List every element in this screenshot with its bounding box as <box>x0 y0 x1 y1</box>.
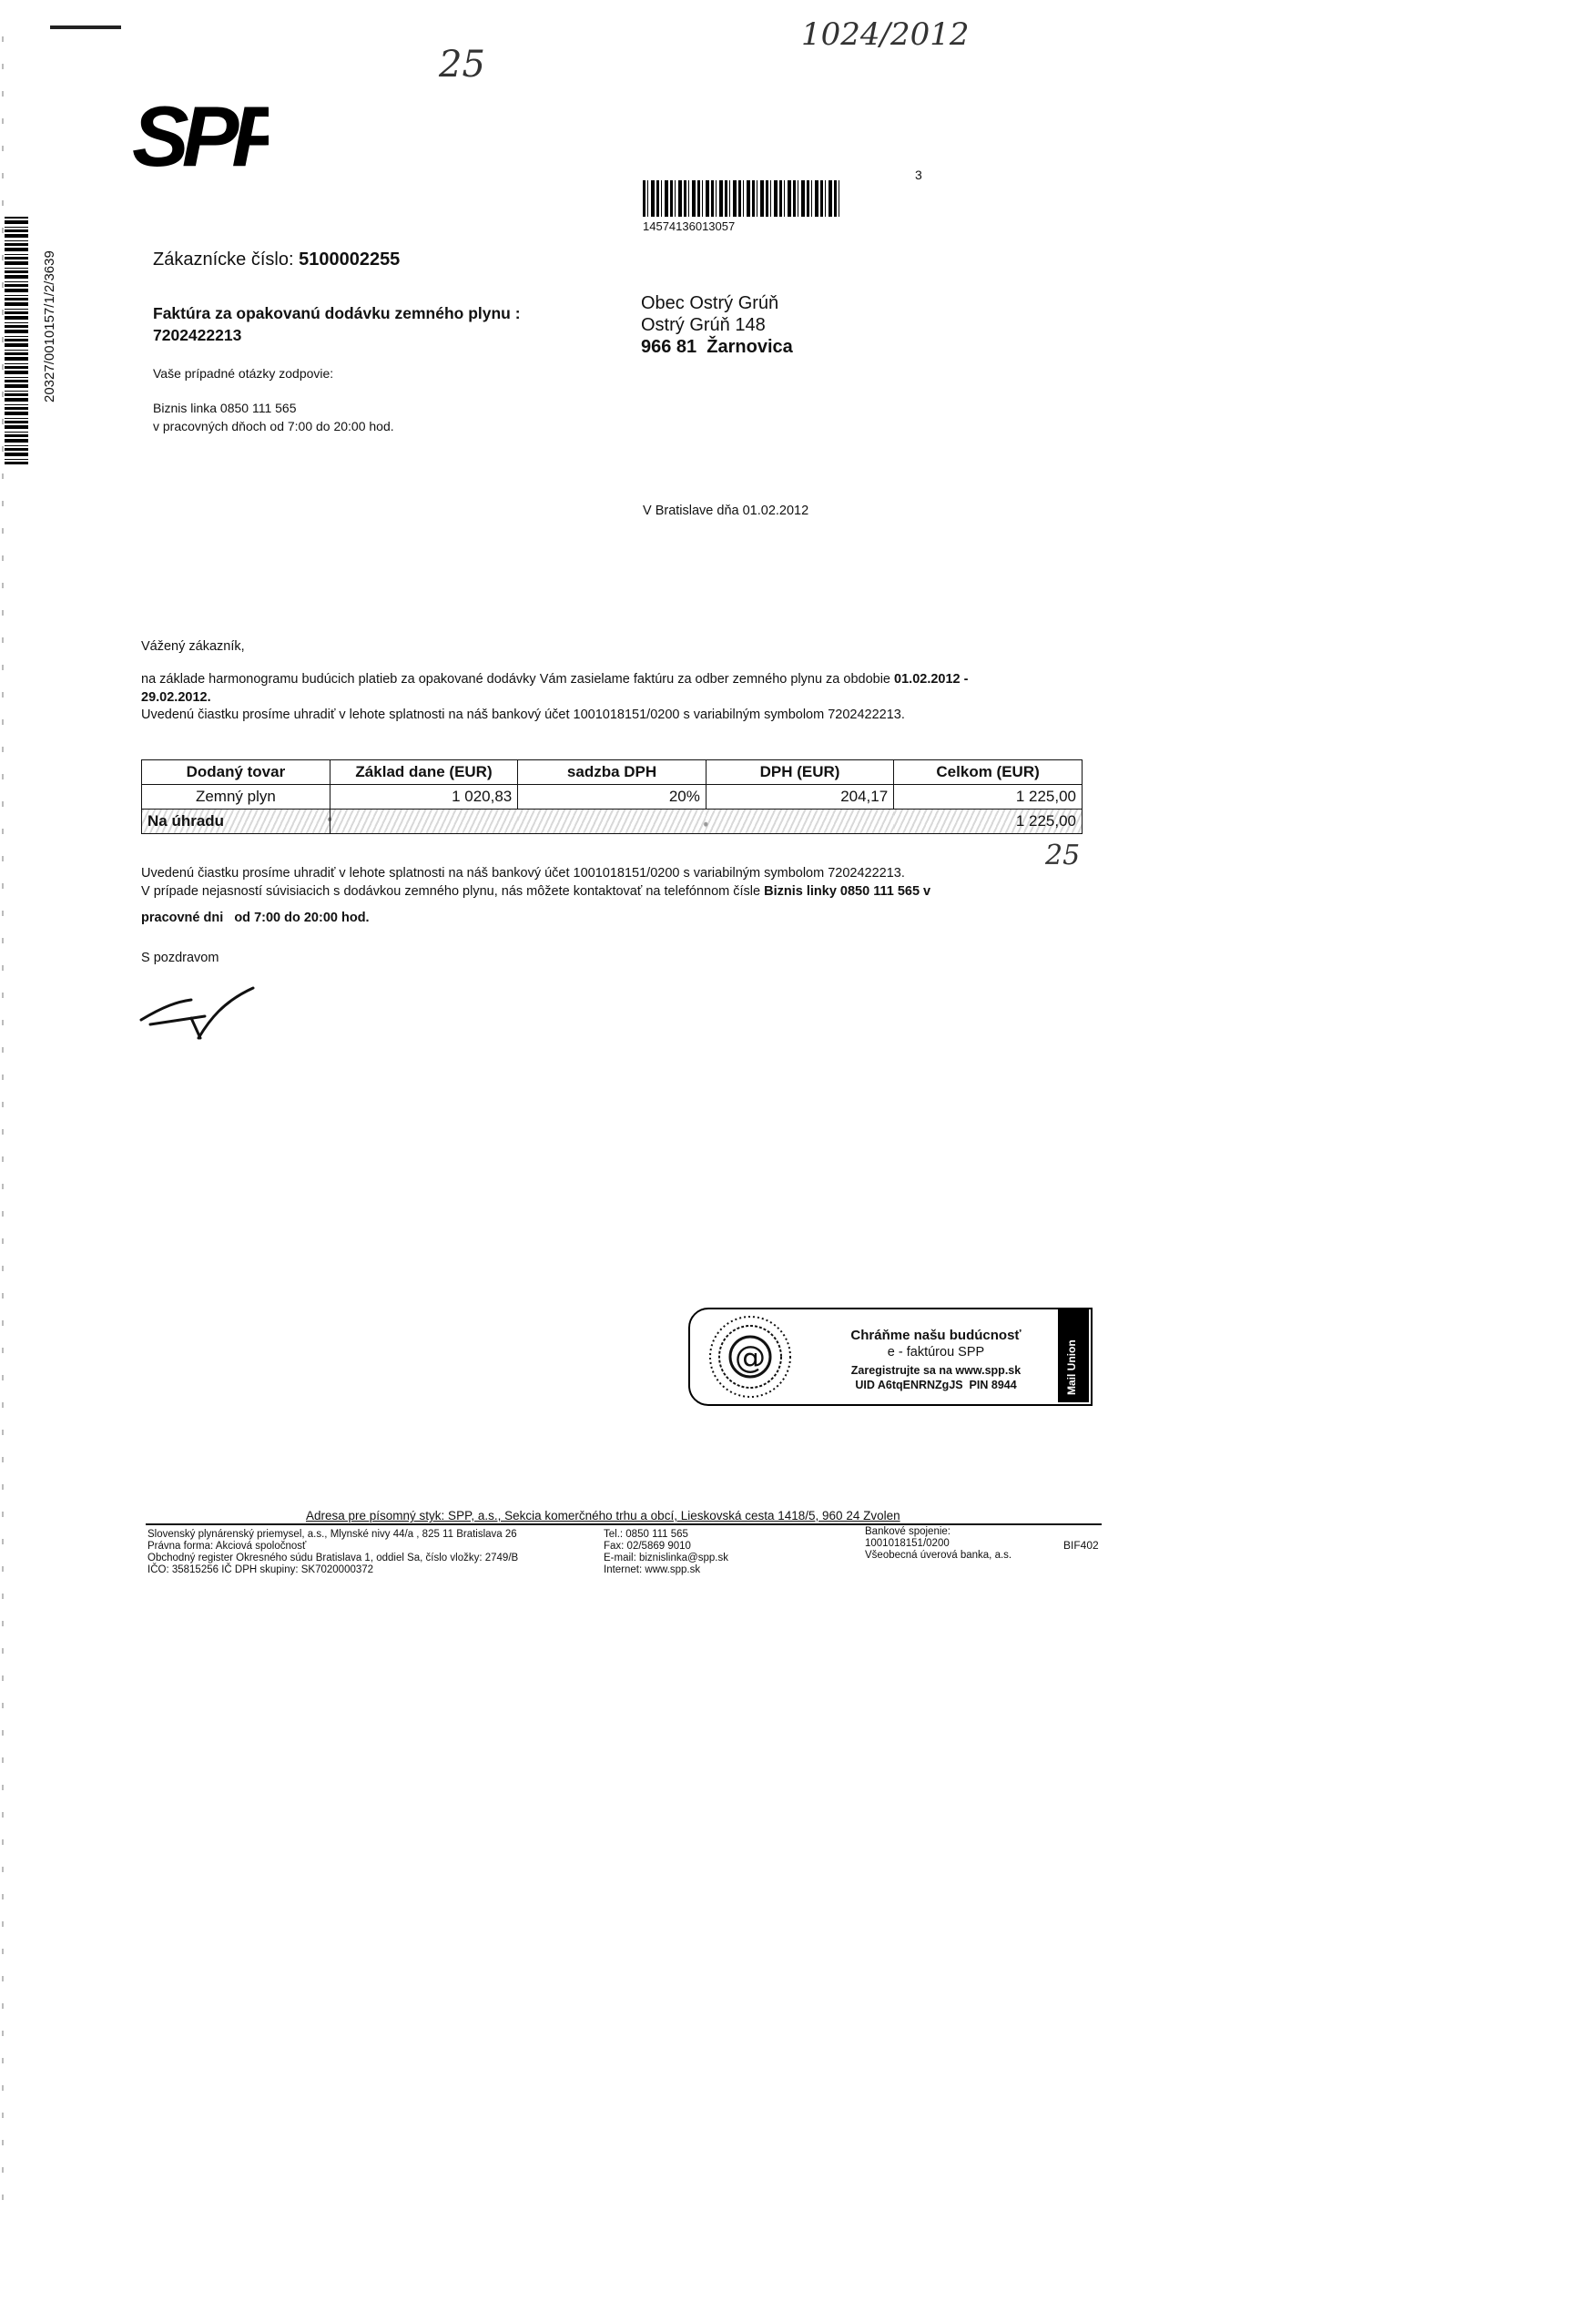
handwritten-mark: 25 <box>1045 840 1081 871</box>
payment-instruction: Uvedenú čiastku prosíme uhradiť v lehote splatnosti na náš bankový účet 1001018151/0200 s variabilným symbolom 7202422213. <box>141 708 905 722</box>
cell-vat-rate: 20% <box>518 785 707 810</box>
footer-company-line: Právna forma: Akciová spoločnosť <box>147 1541 307 1552</box>
e-invoice-box <box>688 1308 1093 1406</box>
footer-bank-line: 1001018151/0200 <box>865 1538 950 1549</box>
invoice-number: 7202422213 <box>153 326 242 344</box>
business-line: Biznis linka 0850 111 565 <box>153 401 297 415</box>
invoice-title: Faktúra za opakovanú dodávku zemného plynu : <box>153 304 521 322</box>
footer-contact-line: Internet: www.spp.sk <box>604 1564 701 1575</box>
footer-company-line: Obchodný register Okresného súdu Bratislava 1, oddiel Sa, číslo vložky: 2749/B <box>147 1553 519 1563</box>
footer-company-line: Slovenský plynárenský priemysel, a.s., Mlynské nivy 44/a , 825 11 Bratislava 26 <box>147 1529 517 1540</box>
scan-edge-line <box>2 36 4 2222</box>
contact-business-line: Biznis linky 0850 111 565 v <box>764 884 931 899</box>
header-vat-rate: sadzba DPH <box>518 760 707 785</box>
cell-vat: 204,17 <box>706 785 893 810</box>
recipient-street: Ostrý Grúň 148 <box>641 315 766 335</box>
total-row <box>142 810 1083 834</box>
table-header-row <box>142 760 1083 785</box>
sunflower-at-icon <box>707 1313 794 1400</box>
header-delivered-goods: Dodaný tovar <box>142 760 330 785</box>
barcode-number: 14574136013057 <box>643 219 736 233</box>
customer-number-label: Zákaznícke číslo: <box>153 250 294 270</box>
body-line-1 <box>141 672 968 687</box>
footer-address: Adresa pre písomný styk: SPP, a.s., Sekcia komerčného trhu a obcí, Lieskovská cesta 1418/5, 960 24 Zvolen <box>306 1509 900 1523</box>
footer-company-line: IČO: 35815256 IČ DPH skupiny: SK7020000372 <box>147 1564 374 1575</box>
logo-text: SPP <box>132 91 269 173</box>
footer-rule <box>146 1523 1102 1525</box>
contact-line <box>141 884 930 899</box>
period-start: 01.02.2012 - <box>894 672 969 687</box>
page-number: 3 <box>915 168 922 182</box>
total-label: Na úhradu <box>142 810 330 834</box>
svg-text:@: @ <box>735 1339 766 1376</box>
handwritten-reference: 1024/2012 <box>801 16 970 53</box>
spp-logo <box>132 91 269 173</box>
mail-union-label <box>1058 1308 1089 1402</box>
eco-title: Chráňme našu budúcnosť <box>850 1328 1022 1343</box>
customer-number-line <box>153 250 400 270</box>
date-line: V Bratislave dňa 01.02.2012 <box>643 504 809 518</box>
total-value: 1 225,00 <box>894 810 1083 834</box>
eco-uid: UID A6tqENRNZgJS PIN 8944 <box>855 1379 1017 1391</box>
footer-bank-line: Všeobecná úverová banka, a.s. <box>865 1550 1012 1561</box>
footer-company <box>147 1529 518 1576</box>
cell-total: 1 225,00 <box>894 785 1083 810</box>
closing: S pozdravom <box>141 951 219 965</box>
payment-instruction-2: Uvedenú čiastku prosíme uhradiť v lehote splatnosti na náš bankový účet 1001018151/0200 s variabilným symbolom 7202422213. <box>141 866 905 881</box>
signature <box>137 983 264 1056</box>
side-barcode <box>5 217 28 464</box>
footer-contact-line: E-mail: biznislinka@spp.sk <box>604 1553 728 1563</box>
recipient-city: 966 81 Žarnovica <box>641 337 793 357</box>
footer-contact <box>604 1529 728 1576</box>
footer-contact-line: Tel.: 0850 111 565 <box>604 1529 688 1540</box>
footer-contact-line: Fax: 02/5869 9010 <box>604 1541 691 1552</box>
header-vat: DPH (EUR) <box>706 760 893 785</box>
header-tax-base: Základ dane (EUR) <box>330 760 517 785</box>
cell-goods: Zemný plyn <box>142 785 330 810</box>
mail-union-text: Mail Union <box>1065 1339 1078 1395</box>
document-barcode <box>643 180 841 217</box>
side-code: 20327/0010157/1/2/3639 <box>42 250 57 402</box>
body-text: na základe harmonogramu budúcich platieb za opakované dodávky Vám zasielame faktúru za odber zemného plynu za obdobie <box>141 672 895 687</box>
footer-bank-line: Bankové spojenie: <box>865 1526 950 1537</box>
period-end: 29.02.2012. <box>141 690 211 705</box>
footer-code: BIF402 <box>1063 1539 1099 1552</box>
business-hours: v pracovných dňoch od 7:00 do 20:00 hod. <box>153 419 394 433</box>
handwritten-number: 25 <box>439 44 485 86</box>
contact-text: V prípade nejasností súvisiacich s dodávkou zemného plynu, nás môžete kontaktovať na telefónnom čísle <box>141 884 765 899</box>
recipient-name: Obec Ostrý Grúň <box>641 293 779 313</box>
questions-text: Vaše prípadné otázky zodpovie: <box>153 366 334 381</box>
footer-bank <box>865 1526 1011 1562</box>
table-row <box>142 785 1083 810</box>
invoice-table <box>141 759 1083 834</box>
customer-number: 5100002255 <box>299 250 401 270</box>
salutation: Vážený zákazník, <box>141 639 245 654</box>
contact-hours: pracovné dni od 7:00 do 20:00 hod. <box>141 911 370 925</box>
scan-mark <box>50 25 121 29</box>
eco-subtitle: e - faktúrou SPP <box>887 1345 985 1360</box>
header-total: Celkom (EUR) <box>894 760 1083 785</box>
eco-register: Zaregistrujte sa na www.spp.sk <box>850 1364 1022 1377</box>
cell-tax-base: 1 020,83 <box>330 785 517 810</box>
